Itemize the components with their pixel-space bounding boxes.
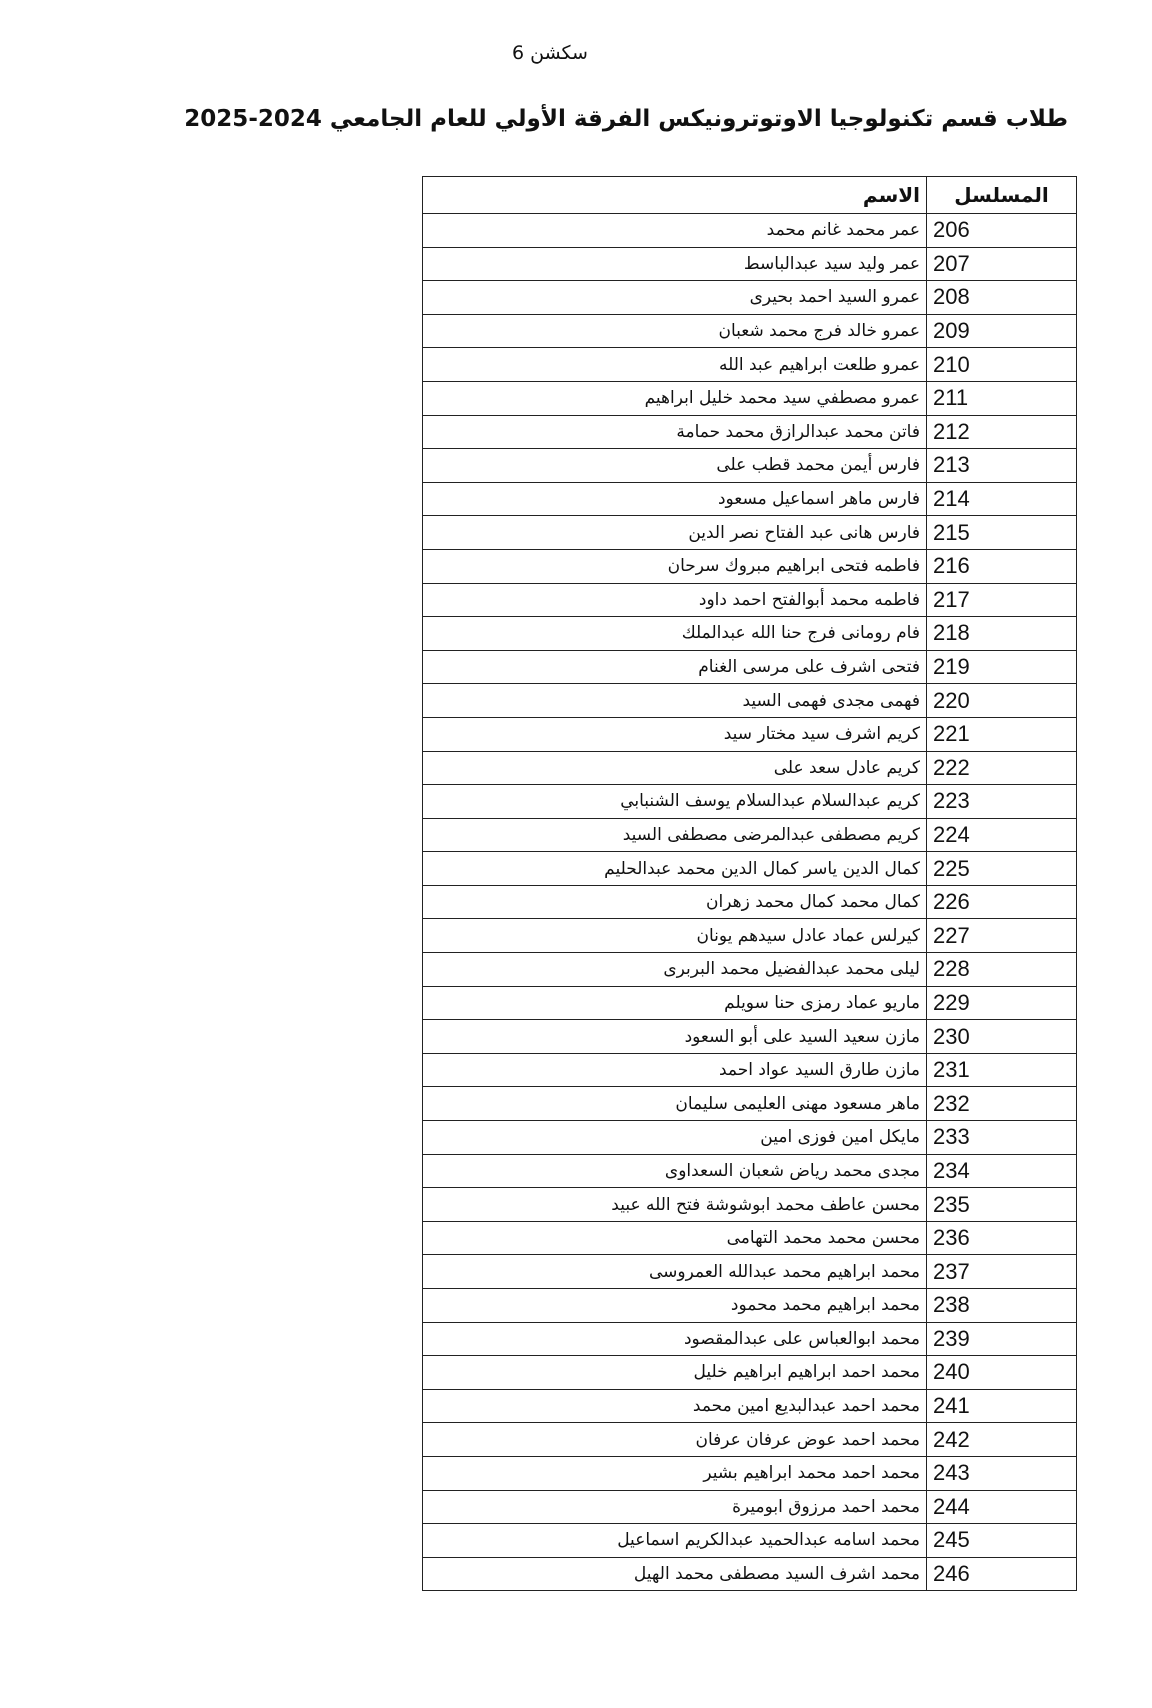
student-name-cell: فام رومانى فرج حنا الله عبدالملك xyxy=(423,617,927,651)
table-row xyxy=(423,818,1077,852)
serial-cell: 224 xyxy=(927,818,1077,852)
serial-cell: 229 xyxy=(927,986,1077,1020)
student-name-cell: مجدى محمد رياض شعبان السعداوى xyxy=(423,1154,927,1188)
serial-cell: 237 xyxy=(927,1255,1077,1289)
table-row xyxy=(423,516,1077,550)
student-name-cell: محسن عاطف محمد ابوشوشة فتح الله عبيد xyxy=(423,1188,927,1222)
serial-cell: 245 xyxy=(927,1524,1077,1558)
student-name-cell: كيرلس عماد عادل سيدهم يونان xyxy=(423,919,927,953)
table-row xyxy=(423,1053,1077,1087)
table-row xyxy=(423,1121,1077,1155)
student-name-cell: ليلى محمد عبدالفضيل محمد البربرى xyxy=(423,953,927,987)
table-row xyxy=(423,1356,1077,1390)
student-name-cell: فارس أيمن محمد قطب على xyxy=(423,449,927,483)
student-name-cell: محمد احمد محمد ابراهيم بشير xyxy=(423,1456,927,1490)
student-name-cell: محمد ابوالعباس على عبدالمقصود xyxy=(423,1322,927,1356)
student-name-cell: محمد احمد ابراهيم ابراهيم خليل xyxy=(423,1356,927,1390)
column-header-serial: المسلسل xyxy=(927,177,1077,214)
table-row xyxy=(423,583,1077,617)
table-row xyxy=(423,247,1077,281)
table-row xyxy=(423,986,1077,1020)
table-row xyxy=(423,1221,1077,1255)
student-name-cell: محمد احمد عبدالبديع امين محمد xyxy=(423,1389,927,1423)
table-row xyxy=(423,314,1077,348)
table-row xyxy=(423,1188,1077,1222)
table-row xyxy=(423,415,1077,449)
student-name-cell: محمد ابراهيم محمد محمود xyxy=(423,1289,927,1323)
table-row xyxy=(423,449,1077,483)
student-name-cell: مازن سعيد السيد على أبو السعود xyxy=(423,1020,927,1054)
student-name-cell: فاطمه فتحى ابراهيم مبروك سرحان xyxy=(423,549,927,583)
student-name-cell: مايكل امين فوزى امين xyxy=(423,1121,927,1155)
serial-cell: 211 xyxy=(927,381,1077,415)
student-name-cell: فارس ماهر اسماعيل مسعود xyxy=(423,482,927,516)
serial-cell: 246 xyxy=(927,1557,1077,1591)
serial-cell: 215 xyxy=(927,516,1077,550)
serial-cell: 220 xyxy=(927,684,1077,718)
serial-cell: 238 xyxy=(927,1289,1077,1323)
table-row xyxy=(423,1020,1077,1054)
serial-cell: 225 xyxy=(927,852,1077,886)
serial-cell: 207 xyxy=(927,247,1077,281)
table-row xyxy=(423,717,1077,751)
table-row xyxy=(423,1557,1077,1591)
table-row xyxy=(423,1154,1077,1188)
serial-cell: 234 xyxy=(927,1154,1077,1188)
serial-cell: 213 xyxy=(927,449,1077,483)
table-row xyxy=(423,852,1077,886)
table-row xyxy=(423,751,1077,785)
serial-cell: 228 xyxy=(927,953,1077,987)
student-name-cell: محمد ابراهيم محمد عبدالله العمروسى xyxy=(423,1255,927,1289)
serial-cell: 236 xyxy=(927,1221,1077,1255)
student-name-cell: محمد احمد عوض عرفان عرفان xyxy=(423,1423,927,1457)
student-name-cell: كريم عبدالسلام عبدالسلام يوسف الشنبابي xyxy=(423,785,927,819)
student-name-cell: عمرو طلعت ابراهيم عبد الله xyxy=(423,348,927,382)
student-name-cell: محمد اشرف السيد مصطفى محمد الهيل xyxy=(423,1557,927,1591)
serial-cell: 233 xyxy=(927,1121,1077,1155)
table-body xyxy=(423,214,1077,1591)
table-row xyxy=(423,1423,1077,1457)
table-row xyxy=(423,953,1077,987)
serial-cell: 223 xyxy=(927,785,1077,819)
serial-cell: 227 xyxy=(927,919,1077,953)
table-row xyxy=(423,381,1077,415)
student-name-cell: محمد احمد مرزوق ابوميرة xyxy=(423,1490,927,1524)
table-row xyxy=(423,348,1077,382)
serial-cell: 217 xyxy=(927,583,1077,617)
serial-cell: 210 xyxy=(927,348,1077,382)
table-row xyxy=(423,617,1077,651)
serial-cell: 218 xyxy=(927,617,1077,651)
student-name-cell: ماريو عماد رمزى حنا سويلم xyxy=(423,986,927,1020)
student-name-cell: فارس هانى عبد الفتاح نصر الدين xyxy=(423,516,927,550)
serial-cell: 221 xyxy=(927,717,1077,751)
serial-cell: 232 xyxy=(927,1087,1077,1121)
table-row xyxy=(423,919,1077,953)
serial-cell: 242 xyxy=(927,1423,1077,1457)
table-row xyxy=(423,1490,1077,1524)
table-row xyxy=(423,1456,1077,1490)
student-name-cell: فاطمه محمد أبوالفتح احمد داود xyxy=(423,583,927,617)
student-name-cell: فاتن محمد عبدالرازق محمد حمامة xyxy=(423,415,927,449)
student-name-cell: عمر محمد غانم محمد xyxy=(423,214,927,248)
table-row xyxy=(423,1322,1077,1356)
serial-cell: 206 xyxy=(927,214,1077,248)
serial-cell: 226 xyxy=(927,885,1077,919)
student-roster-table xyxy=(422,176,1077,1591)
table-row xyxy=(423,482,1077,516)
student-name-cell: كريم عادل سعد على xyxy=(423,751,927,785)
serial-cell: 235 xyxy=(927,1188,1077,1222)
table-row xyxy=(423,214,1077,248)
serial-cell: 209 xyxy=(927,314,1077,348)
table-row xyxy=(423,1087,1077,1121)
table-row xyxy=(423,684,1077,718)
table-row xyxy=(423,281,1077,315)
serial-cell: 243 xyxy=(927,1456,1077,1490)
section-label: سكشن 6 xyxy=(512,42,588,64)
student-name-cell: كمال محمد كمال محمد زهران xyxy=(423,885,927,919)
student-name-cell: ماهر مسعود مهنى العليمى سليمان xyxy=(423,1087,927,1121)
serial-cell: 214 xyxy=(927,482,1077,516)
serial-cell: 208 xyxy=(927,281,1077,315)
table-header-row xyxy=(423,177,1077,214)
serial-cell: 241 xyxy=(927,1389,1077,1423)
serial-cell: 216 xyxy=(927,549,1077,583)
student-name-cell: كريم اشرف سيد مختار سيد xyxy=(423,717,927,751)
student-name-cell: محسن محمد محمد التهامى xyxy=(423,1221,927,1255)
student-name-cell: فهمى مجدى فهمى السيد xyxy=(423,684,927,718)
table-row xyxy=(423,1289,1077,1323)
serial-cell: 219 xyxy=(927,650,1077,684)
serial-cell: 212 xyxy=(927,415,1077,449)
student-name-cell: عمرو مصطفي سيد محمد خليل ابراهيم xyxy=(423,381,927,415)
student-name-cell: محمد اسامه عبدالحميد عبدالكريم اسماعيل xyxy=(423,1524,927,1558)
serial-cell: 244 xyxy=(927,1490,1077,1524)
table-row xyxy=(423,885,1077,919)
serial-cell: 231 xyxy=(927,1053,1077,1087)
serial-cell: 239 xyxy=(927,1322,1077,1356)
table-row xyxy=(423,785,1077,819)
student-name-cell: عمرو خالد فرج محمد شعبان xyxy=(423,314,927,348)
student-name-cell: كريم مصطفى عبدالمرضى مصطفى السيد xyxy=(423,818,927,852)
student-name-cell: فتحى اشرف على مرسى الغنام xyxy=(423,650,927,684)
student-name-cell: كمال الدين ياسر كمال الدين محمد عبدالحليم xyxy=(423,852,927,886)
serial-cell: 230 xyxy=(927,1020,1077,1054)
table-row xyxy=(423,549,1077,583)
student-name-cell: عمرو السيد احمد بحيرى xyxy=(423,281,927,315)
student-name-cell: مازن طارق السيد عواد احمد xyxy=(423,1053,927,1087)
serial-cell: 240 xyxy=(927,1356,1077,1390)
table-row xyxy=(423,1524,1077,1558)
serial-cell: 222 xyxy=(927,751,1077,785)
document-title: طلاب قسم تكنولوجيا الاوتوترونيكس الفرقة الأولي للعام الجامعي 2024-2025 xyxy=(184,106,1068,132)
table-row xyxy=(423,650,1077,684)
table-row xyxy=(423,1389,1077,1423)
column-header-name: الاسم xyxy=(423,177,927,214)
student-name-cell: عمر وليد سيد عبدالباسط xyxy=(423,247,927,281)
table-row xyxy=(423,1255,1077,1289)
